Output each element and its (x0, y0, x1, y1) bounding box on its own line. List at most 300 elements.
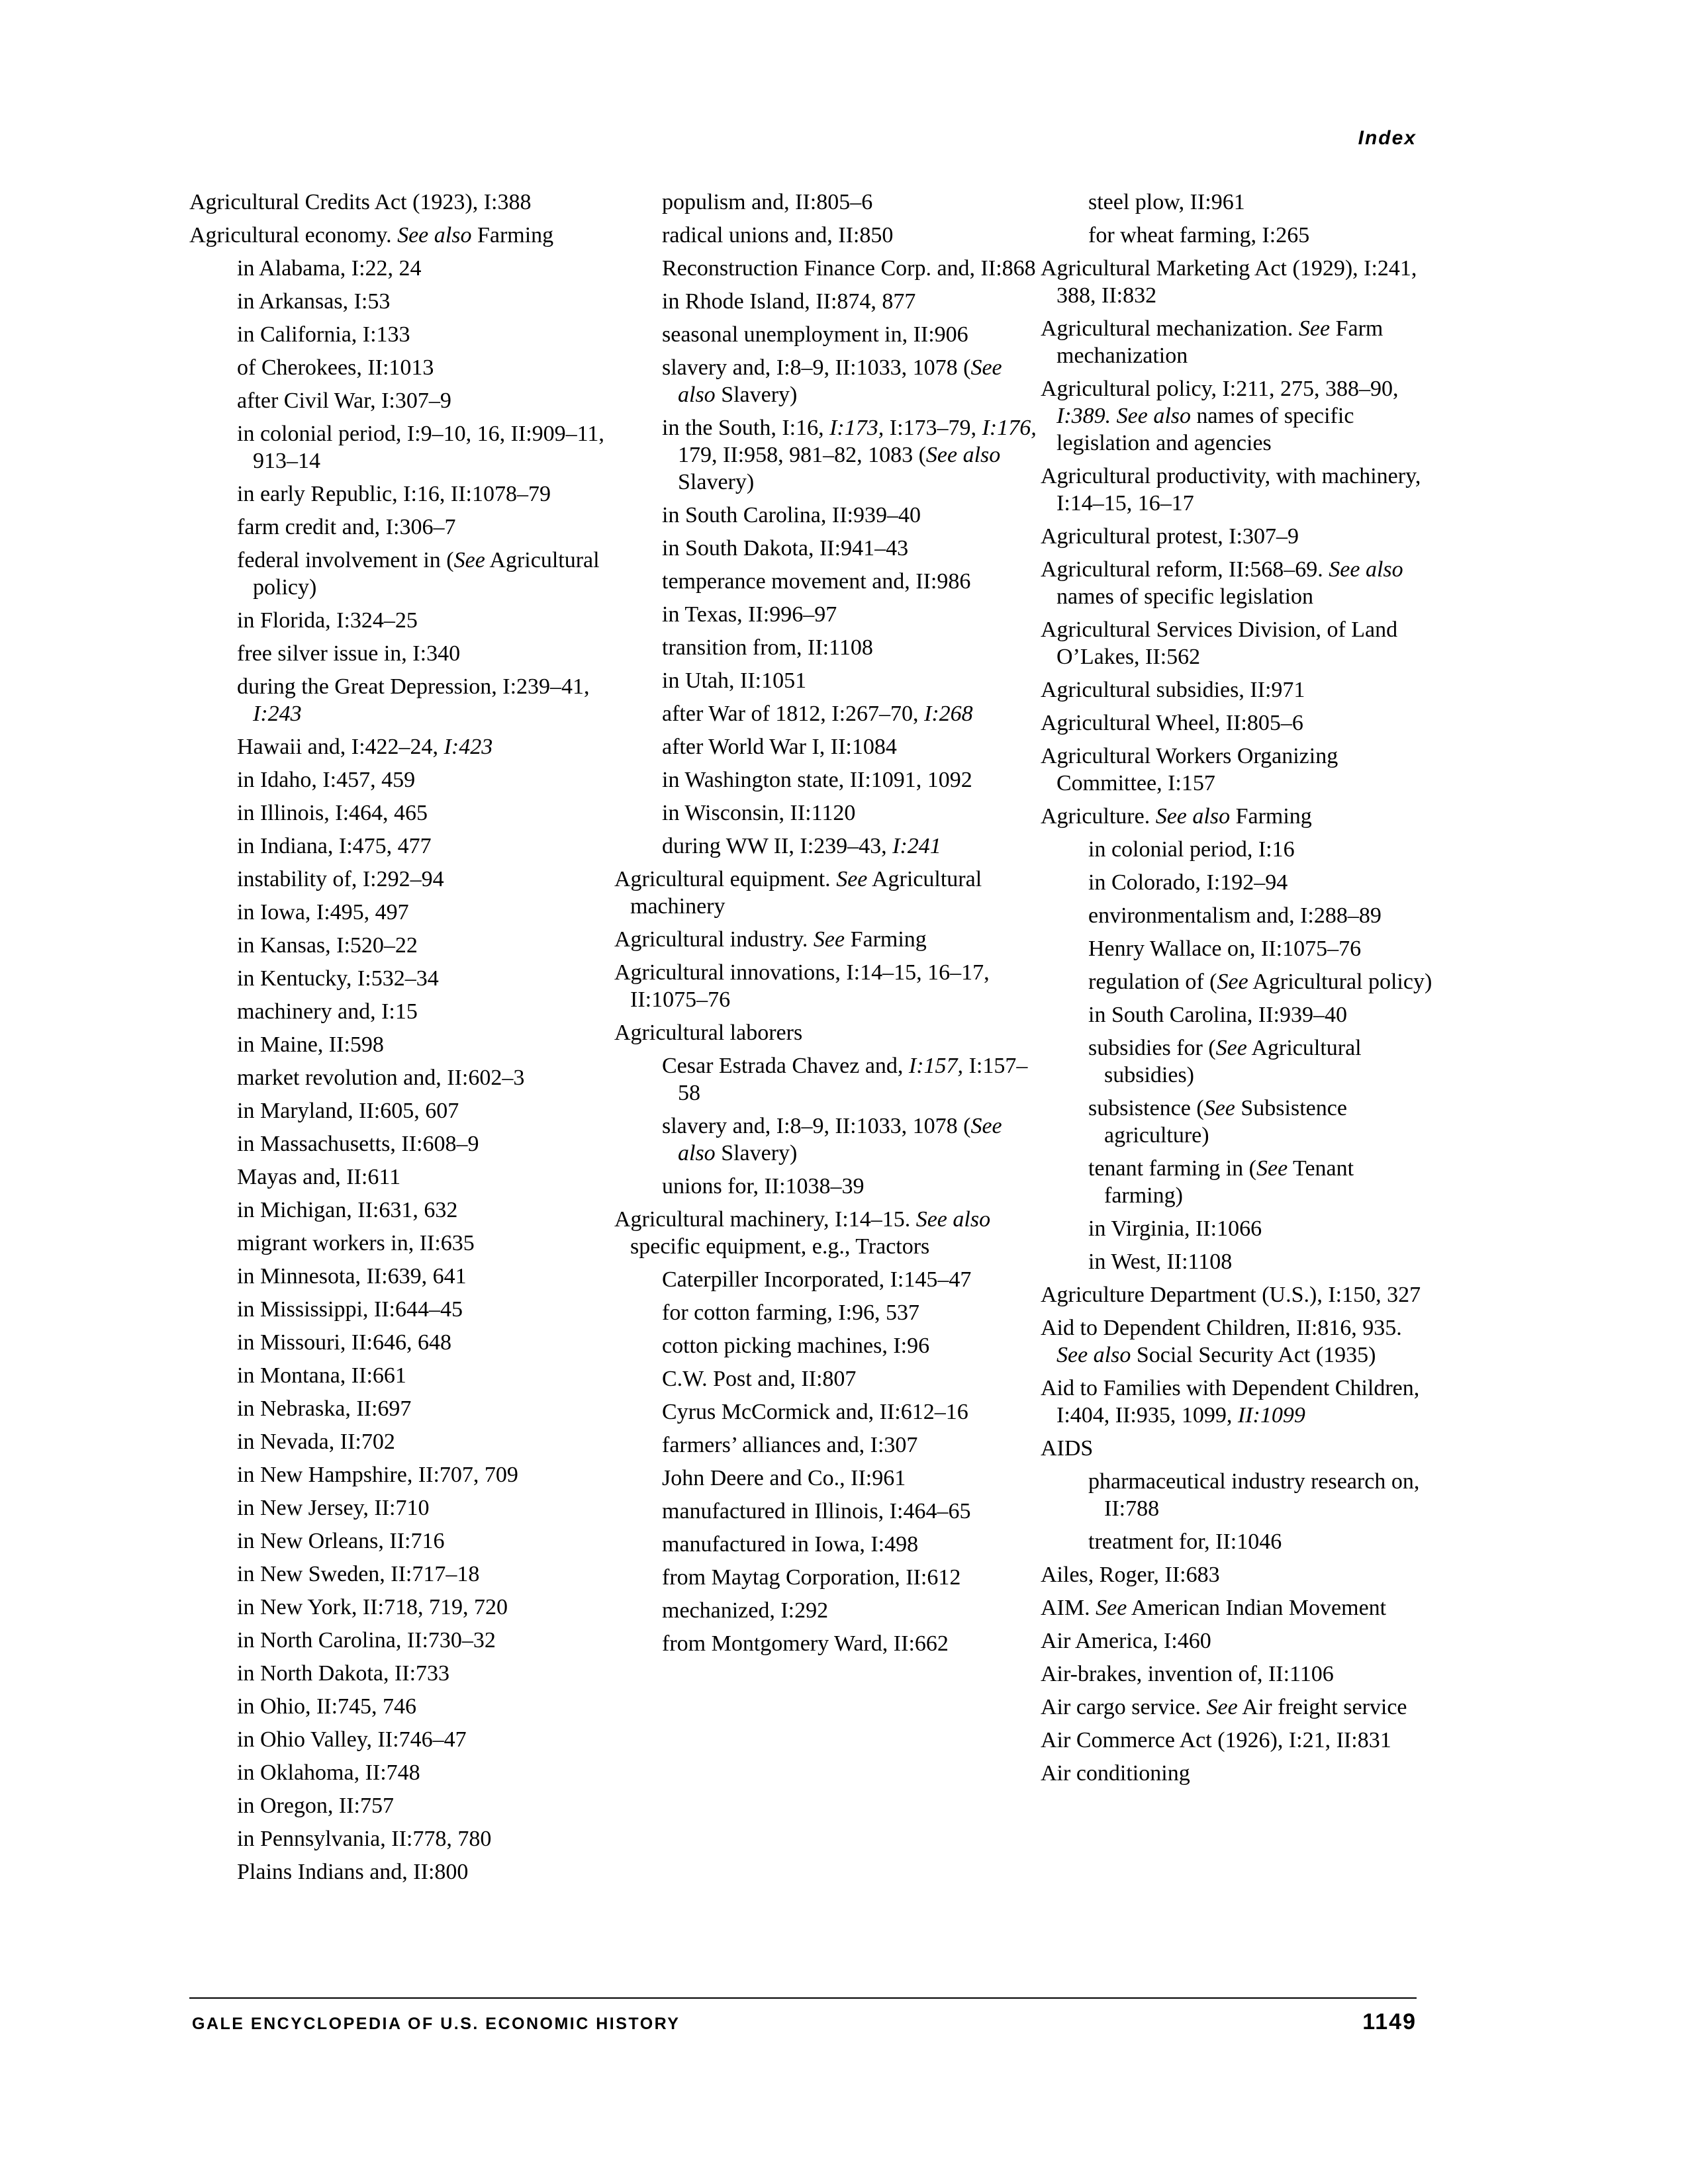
index-subentry (662, 255, 1038, 282)
index-subentry (662, 667, 1038, 694)
index-entry-italic-text: II:1099 (1237, 1403, 1305, 1428)
index-subentry (237, 1594, 613, 1621)
index-entry-text: transition from, II:1108 (662, 635, 873, 660)
index-subentry (662, 1113, 1038, 1167)
index-entry (1041, 523, 1438, 550)
index-entry-text: Cyrus McCormick and, II:612–16 (662, 1400, 968, 1424)
index-subentry (1088, 1155, 1438, 1209)
index-entry (1041, 1627, 1438, 1655)
index-entry-text: Agricultural Credits Act (1923), I:388 (189, 190, 532, 214)
index-entry-text: Aid to Dependent Children, II:816, 935. (1041, 1316, 1402, 1340)
index-entry-text: Aid to Families with Dependent Children, I:404, II:935, 1099, (1041, 1376, 1420, 1428)
index-entry-text: Agricultural Services Division, of Land O’Lakes, II:562 (1041, 617, 1398, 669)
index-entry-text: American Indian Movement (1127, 1596, 1387, 1620)
index-subentry (237, 1825, 613, 1852)
index-entry-italic-text: See also (925, 443, 1001, 467)
index-column-1 (189, 189, 613, 1891)
index-subentry (662, 1365, 1038, 1392)
index-entry-text: Social Security Act (1935) (1131, 1343, 1376, 1367)
index-subentry (237, 420, 613, 475)
index-entry-italic-text: See also (915, 1207, 991, 1232)
index-subentry (662, 1398, 1038, 1426)
index-subentry (662, 354, 1038, 408)
index-subentry (237, 673, 613, 727)
index-entry (1041, 709, 1438, 737)
index-entry-text: pharmaceutical industry research on, II:788 (1088, 1469, 1420, 1521)
index-subentry (1088, 836, 1438, 863)
index-subentry (1088, 222, 1438, 249)
index-entry-text: in South Carolina, II:939–40 (1088, 1003, 1347, 1027)
index-entry-text: in Ohio, II:745, 746 (237, 1694, 417, 1719)
index-subentry (237, 866, 613, 893)
index-entry-text: subsistence ( (1088, 1096, 1204, 1120)
index-entry-text: in Maine, II:598 (237, 1032, 384, 1057)
index-entry (1041, 616, 1438, 670)
index-entry-text: Hawaii and, I:422–24, (237, 735, 444, 759)
index-subentry (1088, 902, 1438, 929)
index-entry (1041, 315, 1438, 369)
index-entry (189, 189, 613, 216)
index-subentry (662, 189, 1038, 216)
index-entry-text: from Montgomery Ward, II:662 (662, 1631, 949, 1656)
index-subentry (237, 1494, 613, 1522)
index-entry-text: Mayas and, II:611 (237, 1165, 401, 1189)
index-entry-text: after War of 1812, I:267–70, (662, 702, 925, 726)
index-subentry (237, 1263, 613, 1290)
index-entry (1041, 1727, 1438, 1754)
index-subentry (237, 480, 613, 508)
index-subentry (662, 1498, 1038, 1525)
index-subentry (662, 568, 1038, 595)
index-subentry (237, 799, 613, 827)
index-entry-text: in Massachusetts, II:608–9 (237, 1132, 479, 1156)
index-subentry (1088, 968, 1438, 995)
index-subentry (662, 1564, 1038, 1591)
index-entry-italic-text: See (1203, 1096, 1235, 1120)
index-entry-text: during the Great Depression, I:239–41, (237, 674, 590, 699)
index-entry-text: Agricultural machinery, I:14–15. (614, 1207, 916, 1232)
index-entry (189, 222, 613, 249)
index-entry (1041, 255, 1438, 309)
index-entry-text: from Maytag Corporation, II:612 (662, 1565, 961, 1590)
index-subentry (237, 1527, 613, 1555)
index-entry-text: I:157–58 (678, 1054, 1028, 1105)
index-entry-text: in Oregon, II:757 (237, 1794, 395, 1818)
index-subentry (662, 1266, 1038, 1293)
index-entry-text: in Colorado, I:192–94 (1088, 870, 1288, 895)
index-subentry (662, 1630, 1038, 1657)
index-entry-text: in Nebraska, II:697 (237, 1396, 412, 1421)
index-entry-text: in Mississippi, II:644–45 (237, 1297, 463, 1322)
index-entry-italic-text: I:157, (908, 1054, 964, 1078)
index-entry-text: for cotton farming, I:96, 537 (662, 1300, 920, 1325)
index-entry (1041, 1760, 1438, 1787)
index-entry-italic-text: See also (678, 355, 1002, 407)
index-entry-italic-text: I:243 (253, 702, 302, 726)
index-subentry (237, 354, 613, 381)
index-entry-text: machinery and, I:15 (237, 999, 418, 1024)
index-subentry (1088, 1528, 1438, 1555)
index-entry-text: 179, II:958, 981–82, 1083 ( (678, 443, 926, 467)
index-entry-text: Air conditioning (1041, 1761, 1190, 1786)
index-entry-text: in colonial period, I:16 (1088, 837, 1295, 862)
index-subentry (237, 1329, 613, 1356)
index-entry-text: Agricultural protest, I:307–9 (1041, 524, 1299, 549)
index-entry-text: radical unions and, II:850 (662, 223, 894, 248)
index-subentry (237, 1395, 613, 1422)
index-entry-italic-text: See (1256, 1156, 1288, 1181)
index-entry-text: seasonal unemployment in, II:906 (662, 322, 968, 347)
index-entry-text: in Minnesota, II:639, 641 (237, 1264, 467, 1289)
index-subentry (237, 1130, 613, 1158)
index-entry-text: Ailes, Roger, II:683 (1041, 1563, 1220, 1587)
index-entry-text: names of specific legislation (1056, 584, 1314, 609)
index-entry-text: names of specific legislation and agencies (1056, 404, 1354, 455)
index-entry-text: Farming (471, 223, 554, 248)
index-subentry (662, 1465, 1038, 1492)
index-entry-text: Agricultural economy. (189, 223, 398, 248)
index-subentry (237, 288, 613, 315)
index-entry-text: in New York, II:718, 719, 720 (237, 1595, 508, 1619)
index-subentry (1088, 1095, 1438, 1149)
index-entry-italic-text: See (1215, 1036, 1247, 1060)
index-entry (614, 1019, 1038, 1046)
index-entry-italic-text: I:423 (444, 735, 493, 759)
index-entry-text: Subsistence agriculture) (1104, 1096, 1347, 1148)
index-subentry (662, 1299, 1038, 1326)
index-entry-text: Agricultural innovations, I:14–15, 16–17, II:1075–76 (614, 960, 990, 1012)
index-entry-italic-text: See also (678, 1114, 1002, 1165)
index-entry-text: Cesar Estrada Chavez and, (662, 1054, 909, 1078)
index-entry-text: after Civil War, I:307–9 (237, 388, 451, 413)
index-subentry (662, 1432, 1038, 1459)
index-entry (1041, 375, 1438, 457)
index-subentry (237, 1296, 613, 1323)
index-subentry (237, 1031, 613, 1058)
index-entry-text: Air America, I:460 (1041, 1629, 1211, 1653)
index-entry (614, 866, 1038, 920)
index-entry-text: in California, I:133 (237, 322, 410, 347)
index-entry (1041, 1435, 1438, 1462)
index-entry-text: in Kansas, I:520–22 (237, 933, 418, 958)
index-entry-text: market revolution and, II:602–3 (237, 1066, 525, 1090)
index-subentry (662, 1173, 1038, 1200)
index-entry-text: in Montana, II:661 (237, 1363, 406, 1388)
index-entry (1041, 743, 1438, 797)
index-entry-text: in Virginia, II:1066 (1088, 1216, 1262, 1241)
index-subentry (237, 998, 613, 1025)
index-entry-text: Agricultural reform, II:568–69. (1041, 557, 1329, 582)
index-subentry (237, 1792, 613, 1819)
index-subentry (237, 1858, 613, 1886)
index-entry-text: during WW II, I:239–43, (662, 834, 893, 858)
index-entry-text: treatment for, II:1046 (1088, 1529, 1282, 1554)
footer-publication-title: GALE ENCYCLOPEDIA OF U.S. ECONOMIC HISTORY (192, 2015, 680, 2033)
index-entry-italic-text: See (1096, 1596, 1127, 1620)
index-subentry (662, 634, 1038, 661)
index-subentry (237, 321, 613, 348)
page-number: 1149 (1362, 2009, 1417, 2034)
index-entry-text: Caterpiller Incorporated, I:145–47 (662, 1267, 972, 1292)
index-subentry (237, 387, 613, 414)
index-entry (614, 926, 1038, 953)
index-subentry (237, 1726, 613, 1753)
index-entry (1041, 1661, 1438, 1688)
index-subentry (1088, 1215, 1438, 1242)
index-entry (1041, 1375, 1438, 1429)
index-entry-text: Henry Wallace on, II:1075–76 (1088, 936, 1362, 961)
index-entry-italic-text: See (453, 548, 485, 572)
index-entry-text: in Washington state, II:1091, 1092 (662, 768, 972, 792)
index-entry-text: free silver issue in, I:340 (237, 641, 461, 666)
index-entry-text: Slavery) (678, 470, 755, 494)
index-entry-text: in New Sweden, II:717–18 (237, 1562, 480, 1586)
index-subentry (662, 222, 1038, 249)
index-subentry (237, 255, 613, 282)
index-subentry (237, 1428, 613, 1455)
index-entry-text: in New Orleans, II:716 (237, 1529, 445, 1553)
index-subentry (237, 1097, 613, 1124)
index-entry-text: in the South, I:16, (662, 416, 830, 440)
index-entry-text: in New Jersey, II:710 (237, 1496, 430, 1520)
index-entry-italic-text: See also (1329, 557, 1403, 582)
index-entry (1041, 1594, 1438, 1621)
index-entry-text: subsidies for ( (1088, 1036, 1216, 1060)
index-entry-text: AIDS (1041, 1436, 1094, 1461)
index-entry-italic-text: See (1298, 316, 1331, 341)
index-entry-text: in Ohio Valley, II:746–47 (237, 1727, 467, 1752)
index-subentry (662, 1531, 1038, 1558)
index-entry-text: in Texas, II:996–97 (662, 602, 837, 627)
index-entry-text: C.W. Post and, II:807 (662, 1367, 857, 1391)
index-entry-text: in New Hampshire, II:707, 709 (237, 1463, 518, 1487)
index-entry (614, 959, 1038, 1013)
index-entry-text: of Cherokees, II:1013 (237, 355, 434, 380)
index-entry-text: in North Dakota, II:733 (237, 1661, 450, 1686)
index-subentry (1088, 1034, 1438, 1089)
index-entry-text: in Florida, I:324–25 (237, 608, 418, 633)
index-entry-text: migrant workers in, II:635 (237, 1231, 475, 1255)
index-entry-text: Air freight service (1237, 1695, 1407, 1719)
index-entry (1041, 463, 1438, 517)
index-entry-text: in Kentucky, I:532–34 (237, 966, 439, 991)
index-subentry (662, 1332, 1038, 1359)
index-subentry (237, 1064, 613, 1091)
index-entry-text: John Deere and Co., II:961 (662, 1466, 906, 1490)
index-entry-text: after World War I, II:1084 (662, 735, 897, 759)
index-entry-text: slavery and, I:8–9, II:1033, 1078 ( (662, 355, 971, 380)
index-entry-text: Agricultural subsidies, II:971 (1041, 678, 1305, 702)
index-entry-text: farmers’ alliances and, I:307 (662, 1433, 918, 1457)
index-subentry (237, 1759, 613, 1786)
index-entry (1041, 1281, 1438, 1308)
index-entry-text: Tenant farming) (1104, 1156, 1354, 1208)
index-entry-text: tenant farming in ( (1088, 1156, 1256, 1181)
index-subentry (662, 799, 1038, 827)
index-entry-text: in Rhode Island, II:874, 877 (662, 289, 916, 314)
index-subentry (1088, 1248, 1438, 1275)
index-entry-text: Agricultural Marketing Act (1929), I:241, 388, II:832 (1041, 256, 1417, 308)
index-entry-italic-text: I:173, (829, 416, 884, 440)
index-entry-text: regulation of ( (1088, 970, 1217, 994)
footer-divider (189, 1997, 1417, 1999)
index-entry-text: Farming (845, 927, 927, 952)
index-entry (614, 1206, 1038, 1260)
index-entry (1041, 1561, 1438, 1588)
index-entry-italic-text: See (836, 867, 868, 891)
index-subentry (237, 607, 613, 634)
index-column-3 (1041, 189, 1438, 1793)
index-entry-text: in Iowa, I:495, 497 (237, 900, 409, 925)
index-entry-text: Agriculture Department (U.S.), I:150, 327 (1041, 1283, 1421, 1307)
index-entry-text: in West, II:1108 (1088, 1250, 1233, 1274)
index-subentry (1088, 869, 1438, 896)
index-entry-text: in Maryland, II:605, 607 (237, 1099, 459, 1123)
index-entry-text: Air cargo service. (1041, 1695, 1207, 1719)
index-entry-text: Agriculture. (1041, 804, 1156, 829)
index-subentry (237, 733, 613, 760)
index-entry-text: temperance movement and, II:986 (662, 569, 971, 594)
index-entry-italic-text: See (813, 927, 845, 952)
index-entry-text: in Idaho, I:457, 459 (237, 768, 416, 792)
index-entry-italic-text: I:389. See also (1056, 404, 1192, 428)
index-entry-text: Farming (1230, 804, 1312, 829)
index-entry-text: in early Republic, I:16, II:1078–79 (237, 482, 551, 506)
index-entry-text: in South Carolina, II:939–40 (662, 503, 921, 527)
index-entry-italic-text: I:241 (892, 834, 941, 858)
index-subentry (1088, 1001, 1438, 1028)
index-subentry (1088, 935, 1438, 962)
index-entry-text: in colonial period, I:9–10, 16, II:909–11, 913–14 (237, 422, 604, 473)
index-entry (1041, 676, 1438, 704)
index-entry-text: Agricultural mechanization. (1041, 316, 1299, 341)
index-entry-text: manufactured in Iowa, I:498 (662, 1532, 919, 1557)
index-entry-text: in North Carolina, II:730–32 (237, 1628, 496, 1653)
index-subentry (237, 766, 613, 794)
index-entry-text: Agricultural policy, I:211, 275, 388–90, (1041, 377, 1399, 401)
index-subentry (662, 700, 1038, 727)
section-label: Index (1358, 127, 1417, 149)
index-entry-italic-text: See (1217, 970, 1248, 994)
index-entry-text: in Indiana, I:475, 477 (237, 834, 432, 858)
index-entry-italic-text: See (1206, 1695, 1238, 1719)
index-subentry (1088, 189, 1438, 216)
index-subentry (237, 833, 613, 860)
index-entry-text: manufactured in Illinois, I:464–65 (662, 1499, 971, 1524)
index-entry-text: in Missouri, II:646, 648 (237, 1330, 451, 1355)
index-entry-text: slavery and, I:8–9, II:1033, 1078 ( (662, 1114, 971, 1138)
index-entry-text: Slavery) (715, 383, 798, 407)
index-subentry (237, 899, 613, 926)
index-subentry (662, 733, 1038, 760)
index-entry-text: Air-brakes, invention of, II:1106 (1041, 1662, 1334, 1686)
index-entry-text: Agricultural industry. (614, 927, 814, 952)
index-subentry (237, 1627, 613, 1654)
index-entry-text: Agricultural Workers Organizing Committee, I:157 (1041, 744, 1338, 796)
index-subentry (237, 1693, 613, 1720)
index-subentry (237, 1461, 613, 1488)
index-entry-text: in Michigan, II:631, 632 (237, 1198, 458, 1222)
index-entry-text: populism and, II:805–6 (662, 190, 873, 214)
index-entry-text: Agricultural subsidies) (1104, 1036, 1362, 1087)
index-subentry (237, 1561, 613, 1588)
index-subentry (237, 932, 613, 959)
index-subentry (662, 833, 1038, 860)
index-subentry (237, 1163, 613, 1191)
index-entry-text: in Alabama, I:22, 24 (237, 256, 422, 281)
index-entry-text: federal involvement in ( (237, 548, 454, 572)
index-entry-text: Agricultural equipment. (614, 867, 837, 891)
index-entry-text: Agricultural policy) (1248, 970, 1432, 994)
index-subentry (662, 502, 1038, 529)
index-subentry (662, 601, 1038, 628)
index-entry-text: in Arkansas, I:53 (237, 289, 391, 314)
index-entry-text: steel plow, II:961 (1088, 190, 1245, 214)
index-entry-text: Air Commerce Act (1926), I:21, II:831 (1041, 1728, 1391, 1752)
index-entry-text: unions for, II:1038–39 (662, 1174, 865, 1199)
index-entry-text: AIM. (1041, 1596, 1096, 1620)
index-subentry (237, 547, 613, 601)
index-entry-text: mechanized, I:292 (662, 1598, 829, 1623)
index-entry-text: Agricultural policy) (253, 548, 600, 600)
index-entry-text: in South Dakota, II:941–43 (662, 536, 909, 561)
index-entry-text: Agricultural laborers (614, 1021, 803, 1045)
index-subentry (662, 535, 1038, 562)
index-entry-text: for wheat farming, I:265 (1088, 223, 1310, 248)
index-entry-italic-text: I:268 (924, 702, 973, 726)
index-subentry (662, 414, 1038, 496)
index-subentry (662, 766, 1038, 794)
index-entry-text: Reconstruction Finance Corp. and, II:868 (662, 256, 1036, 281)
index-subentry (237, 1197, 613, 1224)
index-entry-text: Agricultural productivity, with machinery, I:14–15, 16–17 (1041, 464, 1421, 516)
index-entry-text: Agricultural machinery (630, 867, 982, 919)
index-entry (1041, 556, 1438, 610)
index-entry-text: cotton picking machines, I:96 (662, 1334, 930, 1358)
index-entry-text: I:173–79, (884, 416, 982, 440)
index-entry-text: in Utah, II:1051 (662, 668, 807, 693)
index-entry-text: Plains Indians and, II:800 (237, 1860, 469, 1884)
index-entry-italic-text: See also (397, 223, 472, 248)
index-entry-text: Agricultural Wheel, II:805–6 (1041, 711, 1303, 735)
index-subentry (662, 1597, 1038, 1624)
index-entry-italic-text: See also (1155, 804, 1231, 829)
index-entry-italic-text: I:176, (982, 416, 1037, 440)
index-subentry (237, 640, 613, 667)
index-subentry (662, 288, 1038, 315)
index-entry (1041, 1314, 1438, 1369)
index-entry-text: in Illinois, I:464, 465 (237, 801, 428, 825)
index-entry-text: environmentalism and, I:288–89 (1088, 903, 1382, 928)
index-entry-text: in Pennsylvania, II:778, 780 (237, 1827, 492, 1851)
index-subentry (237, 1660, 613, 1687)
index-entry-text: Farm mechanization (1056, 316, 1383, 368)
index-subentry (662, 321, 1038, 348)
index-subentry (237, 514, 613, 541)
index-entry-text: instability of, I:292–94 (237, 867, 444, 891)
index-entry (1041, 803, 1438, 830)
index-subentry (237, 1362, 613, 1389)
index-entry (1041, 1694, 1438, 1721)
index-subentry (662, 1052, 1038, 1107)
index-entry-text: in Nevada, II:702 (237, 1430, 395, 1454)
index-entry-text: in Oklahoma, II:748 (237, 1760, 420, 1785)
index-entry-text: in Wisconsin, II:1120 (662, 801, 856, 825)
index-subentry (1088, 1468, 1438, 1522)
index-subentry (237, 1230, 613, 1257)
index-entry-text: specific equipment, e.g., Tractors (630, 1234, 930, 1259)
index-entry-text: farm credit and, I:306–7 (237, 515, 456, 539)
